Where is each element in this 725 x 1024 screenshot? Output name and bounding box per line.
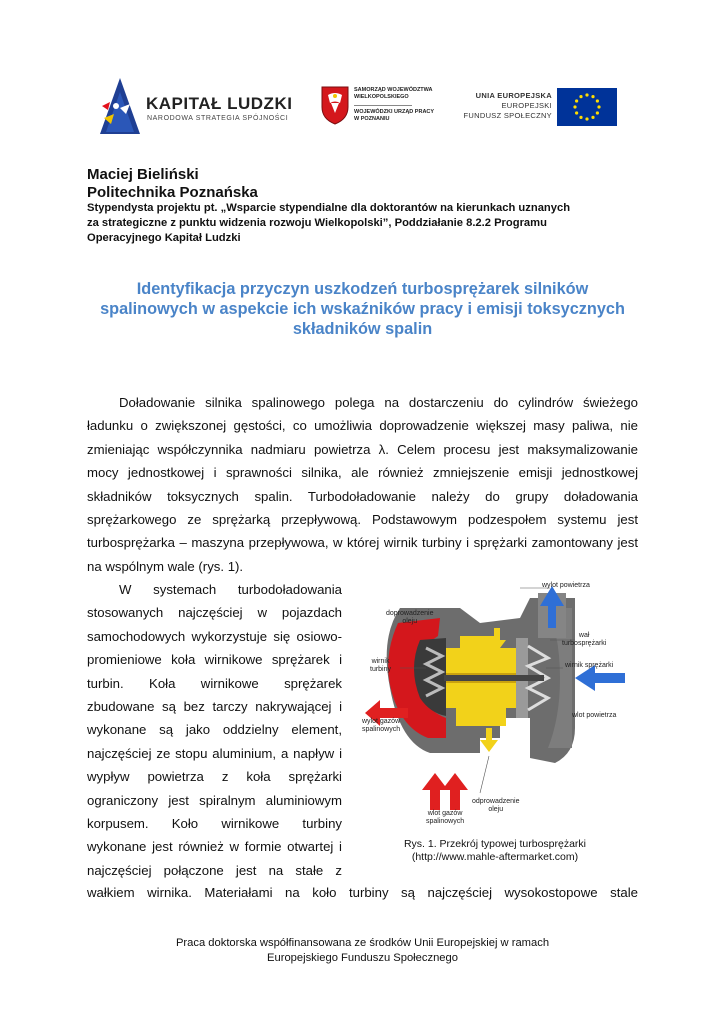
eu-star-icon bbox=[591, 95, 594, 98]
label-wirnik-turbiny-line1: wirnik bbox=[371, 658, 390, 665]
label-wylot-powietrza: wylot powietrza bbox=[542, 582, 590, 589]
kapital-ludzki-emblem-icon bbox=[96, 76, 144, 136]
ue-line1: UNIA EUROPEJSKA bbox=[475, 91, 552, 100]
body-line: promieniowe koła wirnikowe sprężarek i bbox=[87, 652, 342, 668]
footer-line2: Europejskiego Funduszu Społecznego bbox=[267, 952, 458, 964]
body-line: wykonane jest również w formie otwartej i bbox=[87, 839, 342, 855]
label-wlot-gazow-line1: wlot gazów bbox=[427, 810, 463, 817]
body-line: na wspólnym wale (rys. 1). bbox=[87, 558, 244, 574]
footer-line1: Praca doktorska współfinansowana ze środków Unii Europejskiej w ramach bbox=[175, 937, 550, 949]
paragraph-1 bbox=[87, 391, 638, 578]
body-line: składników toksycznych spalin. Turbodoładowanie należy do grupy doładowania bbox=[87, 488, 638, 504]
wielkopolska-coat-of-arms-icon bbox=[320, 85, 350, 125]
label-wal-line2: turbosprężarki bbox=[562, 640, 607, 647]
samorzad-line1: SAMORZĄD WOJEWÓDZTWA bbox=[354, 87, 433, 93]
stipend-line2: za strategiczne z punktu widzenia rozwoju Wielkopolski”, Poddziałanie 8.2.2 Programu bbox=[87, 217, 547, 229]
label-odprowadzenie-oleju bbox=[472, 798, 519, 814]
body-line: korpusem. Koło wirnikowe turbiny bbox=[87, 816, 342, 832]
eu-star-icon bbox=[573, 105, 576, 108]
eu-star-icon bbox=[597, 105, 600, 108]
body-line: wałkiem wirnika. Materiałami na koło turbiny są najczęściej wysokostopowe stale bbox=[87, 885, 638, 900]
label-wlot-gazow-line2: spalinowych bbox=[426, 818, 465, 825]
caption-line2: (http://www.mahle-aftermarket.com) bbox=[411, 851, 579, 863]
label-wlot-powietrza: wlot powietrza bbox=[572, 712, 617, 719]
label-odprowadzenie-line2: oleju bbox=[488, 806, 504, 813]
page-footer bbox=[60, 936, 665, 966]
samorzad-line4: W POZNANIU bbox=[354, 116, 390, 122]
title-line1: Identyfikacja przyczyn uszkodzeń turbosprężarek silników bbox=[136, 280, 589, 298]
kapital-ludzki-title: KAPITAŁ LUDZKI bbox=[146, 94, 293, 113]
stipend-line1: Stypendysta projektu pt. „Wsparcie stypendialne dla doktorantów na kierunkach uznanych bbox=[87, 202, 571, 214]
samorzad-line3: WOJEWÓDZKI URZĄD PRACY bbox=[354, 109, 435, 115]
label-wirnik-turbiny-line2: turbiny bbox=[370, 666, 392, 673]
ue-line2: EUROPEJSKI bbox=[501, 101, 552, 110]
label-odprowadzenie-line1: odprowadzenie bbox=[472, 798, 520, 805]
body-line: wykonane są jako oddzielny element, bbox=[87, 722, 342, 738]
label-doprowadzenie-line2: oleju bbox=[402, 618, 418, 625]
eu-star-icon bbox=[579, 116, 582, 119]
kapital-ludzki-subtitle: NARODOWA STRATEGIA SPÓJNOŚCI bbox=[147, 115, 289, 122]
author-affiliation: Politechnika Poznańska bbox=[87, 184, 258, 201]
body-line: stosowanych najczęściej w pojazdach bbox=[87, 605, 342, 621]
body-line: turbin. Koła wirnikowe sprężarek bbox=[87, 675, 342, 691]
ue-line3: FUNDUSZ SPOŁECZNY bbox=[463, 111, 552, 120]
body-line: ograniczony jest spiralnym aluminiowym bbox=[87, 792, 342, 808]
body-line: najczęściej połączone jest na stałe z bbox=[87, 862, 342, 878]
body-line: W systemach turbodoładowania bbox=[119, 582, 342, 597]
samorzad-logo bbox=[320, 85, 440, 129]
paper-title bbox=[60, 279, 665, 339]
eu-star-icon bbox=[585, 117, 588, 120]
turbocharger-figure bbox=[360, 578, 640, 823]
eu-star-icon bbox=[585, 93, 588, 96]
body-line: mocy jednostkowej i sprawności silnika, ale również zmniejszenie emisji jednostkowej bbox=[87, 465, 638, 481]
title-line3: składników spalin bbox=[292, 320, 433, 338]
label-wal-turbosprezarki bbox=[562, 632, 606, 648]
body-line: sprężarkowego ze sprężarką przepływową. Podstawowym podzespołem systemu jest bbox=[87, 512, 638, 528]
body-line: turbosprężarka – maszyna przepływowa, w której wirnik turbiny i sprężarki zamontowany jest bbox=[87, 535, 638, 551]
eu-star-icon bbox=[596, 111, 599, 114]
label-wirnik-sprezarki: wirnik sprężarki bbox=[565, 662, 614, 669]
eu-star-icon bbox=[575, 99, 578, 102]
body-line: ładunku o zwiększonej gęstości, co umożliwia doprowadzenie większej masy paliwa, nie bbox=[87, 418, 638, 434]
eu-star-icon bbox=[591, 116, 594, 119]
body-line: zmieniając współczynnika nadmiaru powietrza λ. Celem procesu jest maksymalizowanie bbox=[87, 441, 638, 457]
paragraph-2 bbox=[87, 578, 342, 882]
label-wal-line1: wał bbox=[578, 632, 590, 639]
body-line: wypływ powietrza z koła sprężarki bbox=[87, 769, 342, 785]
eu-star-icon bbox=[579, 95, 582, 98]
author-name: Maciej Bieliński bbox=[87, 166, 199, 183]
label-doprowadzenie-line1: doprowadzenie bbox=[386, 610, 434, 617]
body-line: zbudowane są bez tarczy nakrywającej i bbox=[87, 699, 342, 715]
ue-text-block bbox=[460, 91, 552, 121]
eu-flag-icon bbox=[557, 88, 617, 126]
body-line: najczęściej ze stopu aluminium, a napływ i bbox=[87, 745, 342, 761]
figure-caption bbox=[360, 838, 630, 864]
label-wylot-gazow-line1: wylot gazów bbox=[362, 718, 401, 725]
body-line: samochodowych wykorzystuje się osiowo- bbox=[87, 628, 342, 644]
label-wlot-gazow bbox=[426, 810, 464, 826]
body-line: Doładowanie silnika spalinowego polega na dostarczeniu do cylindrów świeżego bbox=[119, 395, 638, 410]
samorzad-line2: WIELKOPOLSKIEGO bbox=[354, 94, 409, 100]
eu-star-icon bbox=[596, 99, 599, 102]
kapital-ludzki-logo bbox=[96, 76, 293, 138]
title-line2: spalinowych w aspekcie ich wskaźników pracy i emisji toksycznych bbox=[100, 300, 625, 318]
label-doprowadzenie-oleju bbox=[386, 610, 433, 626]
stipend-line3: Operacyjnego Kapitał Ludzki bbox=[87, 232, 241, 244]
label-wylot-gazow bbox=[362, 718, 400, 734]
eu-star-icon bbox=[575, 111, 578, 114]
stipend-info bbox=[87, 201, 647, 246]
label-wylot-gazow-line2: spalinowych bbox=[362, 726, 401, 733]
caption-line1: Rys. 1. Przekrój typowej turbosprężarki bbox=[403, 838, 587, 850]
label-wirnik-turbiny bbox=[370, 658, 391, 674]
